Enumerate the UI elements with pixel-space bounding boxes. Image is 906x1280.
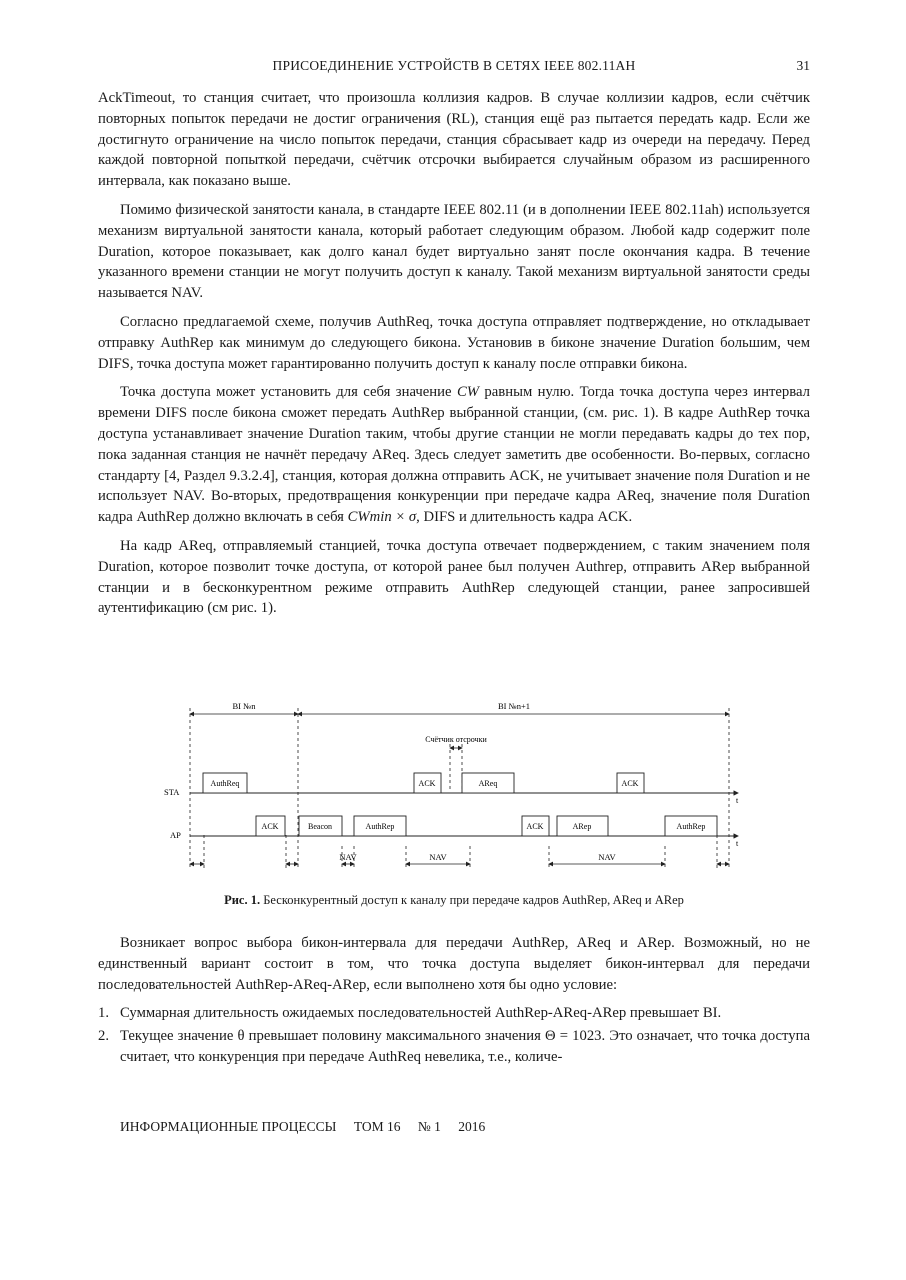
timing-diagram — [160, 700, 750, 880]
sta-frame-label: AuthReq — [210, 779, 240, 788]
sta-frame-label: ACK — [418, 779, 436, 788]
condition-list — [98, 1003, 810, 1067]
list-text: Текущее значение θ превышает половину максимального значения Θ = 1023. Это означает, что точка доступа считает, что конкуренция при передаче AuthReq невелика, т.е., количе- — [120, 1028, 810, 1065]
ap-frame-label: AuthRep — [365, 822, 395, 831]
nav-and-ifs-arrows — [190, 846, 729, 868]
ap-frame-label: AuthRep — [676, 822, 706, 831]
sta-frame-label: AReq — [478, 779, 498, 788]
page-footer — [120, 1119, 499, 1135]
paragraph-4-part-b: равным нулю. Тогда точка доступа через интервал времени DIFS после бикона сможет передать AuthRep выбранной станции, (см. рис. 1). В кадре AuthRep точка доступа устанавливает значение Duration таким, чтобы другие станции не могли передавать кадры до тех пор, пока заданная станция не начнёт передачу AReq. Здесь следует заметить две особенности. Во-первых, согласно стандарту [4, Раздел 9.3.2.4], станция, которая должна отправить ACK, не учитывает значение поля Duration и не использует NAV. Во-вторых, предотвращения конкуренции при передаче кадра AReq, значение поля Duration кадра AuthRep должно включать в себя — [98, 384, 810, 526]
nav-label: NAV — [598, 852, 616, 862]
list-number: 2. — [98, 1028, 110, 1045]
journal-volume: ТОМ 16 — [353, 1119, 401, 1134]
bi-n1-label: BI №n+1 — [497, 701, 531, 711]
paragraph-4 — [98, 382, 810, 528]
nav-label: NAV — [429, 852, 447, 862]
list-item — [98, 1003, 810, 1024]
beacon-interval-markers — [190, 708, 729, 868]
page-number: 31 — [796, 58, 810, 73]
list-text: Суммарная длительность ожидаемых последовательностей AuthRep-AReq-ARep превышает BI. — [120, 1005, 722, 1022]
ap-axis-label: AP — [170, 830, 181, 840]
paragraph-5: На кадр AReq, отправляемый станцией, точка доступа отвечает подверждением, с таким значением поля Duration, которое позволит точке доступа, от которой ранее был получен Authrep, отправить ARep выбранной станции и в бесконкурентном режиме отправить AuthRep следующей станции, ранее запросившей аутентификацию (см рис. 1). — [98, 537, 810, 617]
figure-caption-text: Бесконкурентный доступ к каналу при передаче кадров AuthRep, AReq и ARep — [263, 893, 684, 907]
sta-frame-label: ACK — [621, 779, 639, 788]
ap-frame-label: ARep — [572, 822, 592, 831]
bi-n-label: BI №n — [232, 701, 256, 711]
cw-min-formula: CWmin × σ — [347, 509, 417, 526]
cw-symbol: CW — [456, 384, 479, 401]
ap-frame-label: ACK — [526, 822, 544, 831]
timing-diagram-svg — [160, 700, 750, 880]
backoff-label: Счётчик отсрочки — [425, 735, 487, 744]
running-title: ПРИСОЕДИНЕНИЕ УСТРОЙСТВ В СЕТЯХ IEEE 802.11AH — [272, 58, 636, 73]
page-header — [98, 58, 810, 78]
body-text-top — [98, 88, 810, 627]
sta-time-label: t — [736, 796, 739, 805]
paragraph-1: AckTimeout, то станция считает, что произошла коллизия кадров. В случае коллизии кадров, если счётчик повторных попыток передачи не достиг ограничения (RL), станция ещё раз пытается передать кадр. Если же достигнуто ограничение на число попыток передачи, станция сбрасывает кадр из очереди на передачу. Перед каждой повторной попыткой передачи, счётчик отсрочки выбирается случайным образом из расширенного интервала, как показано выше. — [98, 90, 810, 190]
journal-issue: № 1 — [417, 1119, 441, 1134]
nav-label: NAV — [339, 852, 357, 862]
journal-name: ИНФОРМАЦИОННЫЕ ПРОЦЕССЫ — [120, 1119, 337, 1134]
list-item — [98, 1026, 810, 1068]
ap-frame-label: ACK — [261, 822, 279, 831]
body-text-bottom — [98, 933, 810, 1070]
paragraph-4-part-a: Точка доступа может установить для себя значение — [120, 384, 457, 401]
ap-frame-label: Beacon — [308, 822, 332, 831]
paragraph-6: Возникает вопрос выбора бикон-интервала для передачи AuthRep, AReq и ARep. Возможный, но не единственный вариант состоит в том, что точка доступа выделяет бикон-интервал для передачи последовательностей AuthRep-AReq-ARep, если выполнено хотя бы одно условие: — [98, 935, 810, 993]
ap-time-label: t — [736, 839, 739, 848]
paragraph-4-part-c: , DIFS и длительность кадра ACK. — [416, 509, 633, 526]
figure-label: Рис. 1. — [224, 893, 261, 907]
sta-axis-label: STA — [164, 787, 180, 797]
paragraph-3: Согласно предлагаемой схеме, получив AuthReq, точка доступа отправляет подтверждение, но откладывает отправку AuthRep как минимум до следующего бикона. Установив в биконе значение Duration большим, чем DIFS, точка доступа может гарантированно получить доступ к каналу после отправки бикона. — [98, 313, 810, 372]
list-number: 1. — [98, 1005, 110, 1022]
figure-caption — [98, 893, 810, 908]
paragraph-2: Помимо физической занятости канала, в стандарте IEEE 802.11 (и в дополнении IEEE 802.11ah) используется механизм виртуальной занятости канала, который работает следующим образом. Любой кадр содержит поле Duration, которое показывает, как долго канал будет виртуально занят после окончания кадра. В течение указанного времени станции не могут получить доступ к каналу. Такой механизм виртуальной занятости среды называется NAV. — [98, 201, 810, 302]
journal-year: 2016 — [458, 1119, 486, 1134]
